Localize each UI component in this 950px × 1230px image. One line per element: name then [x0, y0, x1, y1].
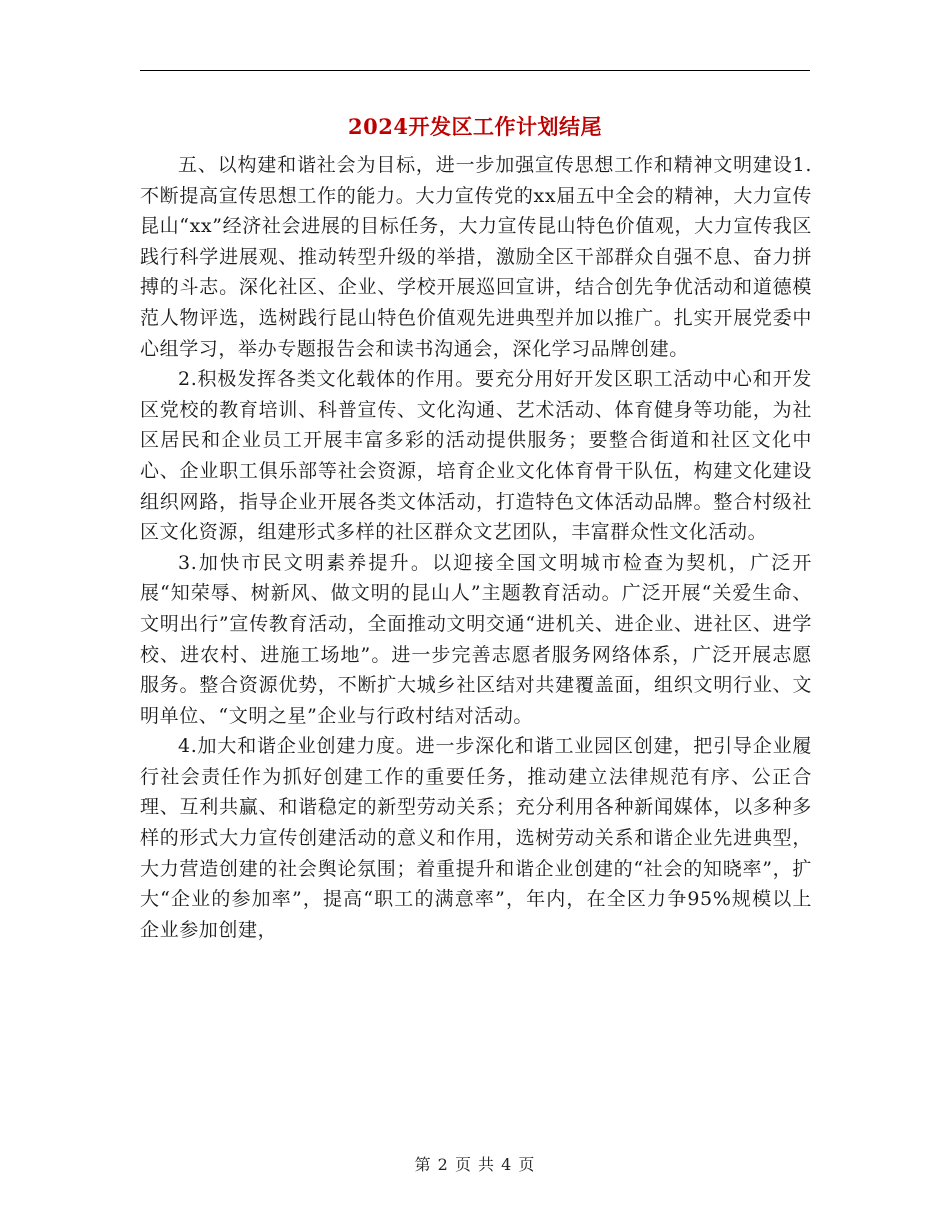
header-rule: [140, 70, 810, 71]
paragraph-2: 2.积极发挥各类文化载体的作用。要充分用好开发区职工活动中心和开发区党校的教育培训、科普宣传、文化沟通、艺术活动、体育健身等功能，为社区居民和企业员工开展丰富多彩的活动提供服务；要整合街道和社区文化中心、企业职工俱乐部等社会资源，培育企业文化体育骨干队伍，构建文化建设组织网路，指导企业开展各类文体活动，打造特色文体活动品牌。整合村级社区文化资源，组建形式多样的社区群众文艺团队，丰富群众性文化活动。: [140, 368, 812, 544]
paragraph-1: 五、以构建和谐社会为目标，进一步加强宣传思想工作和精神文明建设1.不断提高宣传思想工作的能力。大力宣传党的xx届五中全会的精神，大力宣传昆山“xx”经济社会进展的目标任务，大力宣传昆山特色价值观，大力宣传我区践行科学进展观、推动转型升级的举措，激励全区干部群众自强不息、奋力拼搏的斗志。深化社区、企业、学校开展巡回宣讲，结合创先争优活动和道德模范人物评选，选树践行昆山特色价值观先进典型并加以推广。扎实开展党委中心组学习，举办专题报告会和读书沟通会，深化学习品牌创建。: [140, 154, 812, 360]
paragraph-3: 3.加快市民文明素养提升。以迎接全国文明城市检查为契机，广泛开展“知荣辱、树新风、做文明的昆山人”主题教育活动。广泛开展“关爱生命、文明出行”宣传教育活动，全面推动文明交通“进机关、进企业、进社区、进学校、进农村、进施工场地”。进一步完善志愿者服务网络体系，广泛开展志愿服务。整合资源优势，不断扩大城乡社区结对共建覆盖面，组织文明行业、文明单位、“文明之星”企业与行政村结对活动。: [140, 551, 812, 727]
page-number-footer: 第 2 页 共 4 页: [414, 1155, 536, 1174]
paragraph-4: 4.加大和谐企业创建力度。进一步深化和谐工业园区创建，把引导企业履行社会责任作为抓好创建工作的重要任务，推动建立法律规范有序、公正合理、互利共赢、和谐稳定的新型劳动关系；充分利用各种新闻媒体，以多种多样的形式大力宣传创建活动的意义和作用，选树劳动关系和谐企业先进典型，大力营造创建的社会舆论氛围；着重提升和谐企业创建的“社会的知晓率”，扩大“企业的参加率”，提高“职工的满意率”，年内，在全区力争95%规模以上企业参加创建，: [140, 735, 812, 941]
document-body: [140, 150, 812, 945]
document-title: 2024开发区工作计划结尾: [348, 114, 602, 139]
